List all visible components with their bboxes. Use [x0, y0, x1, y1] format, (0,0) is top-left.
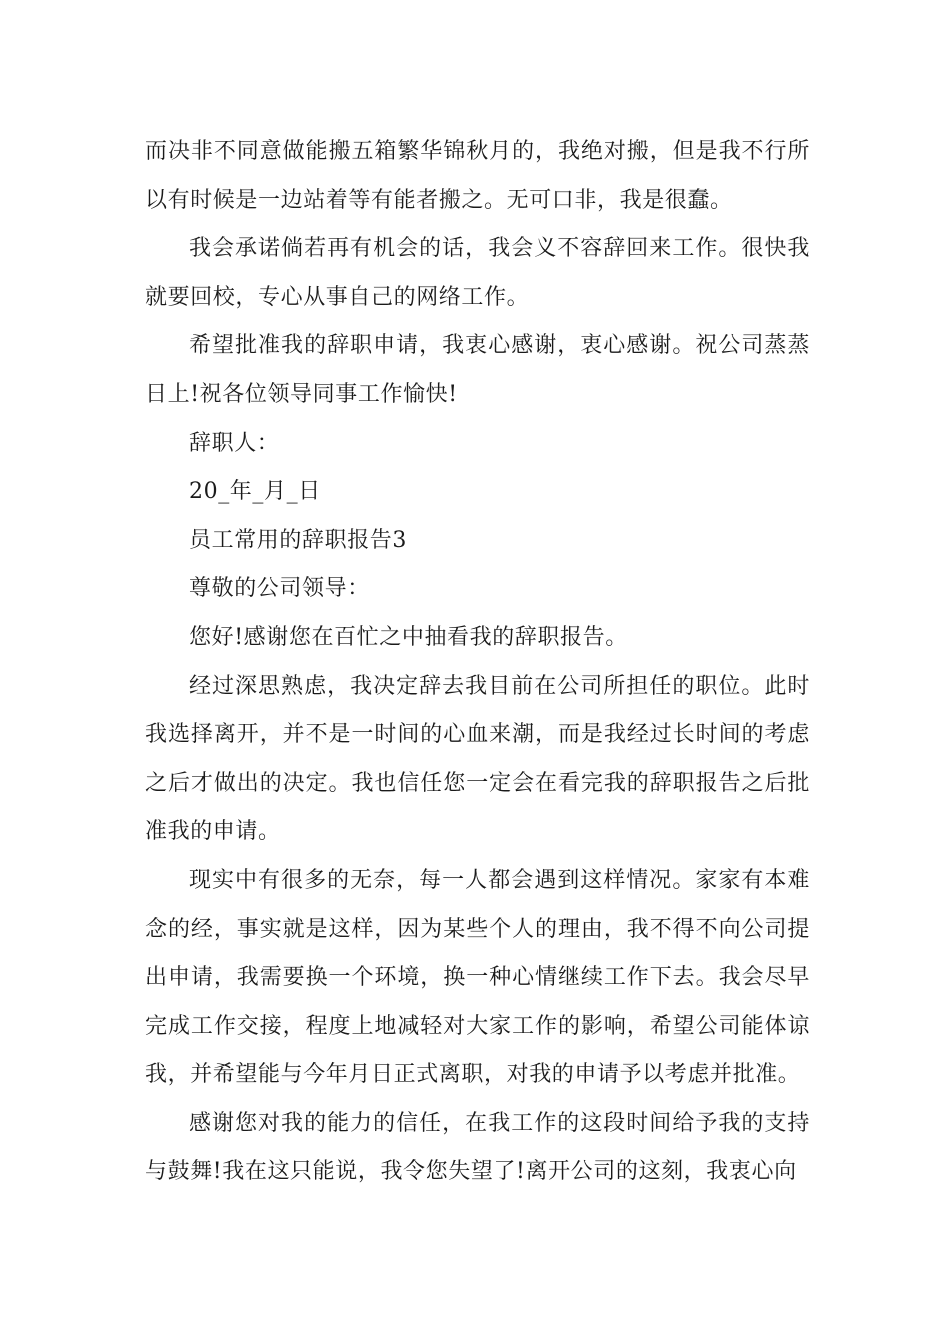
paragraph-closing-wishes: 希望批准我的辞职申请，我衷心感谢，衷心感谢。祝公司蒸蒸日上!祝各位领导同事工作愉快!: [145, 333, 810, 407]
signature-line: 辞职人：: [189, 430, 280, 456]
greeting-paragraph: 您好!感谢您在百忙之中抽看我的辞职报告。: [189, 624, 628, 650]
paragraph-decision: 经过深思熟虑，我决定辞去我目前在公司所担任的职位。此时我选择离开，并不是一时间的心血来潮，而是我经过长时间的考虑之后才做出的决定。我也信任您一定会在看完我的辞职报告之后批准我的申请。: [145, 673, 810, 845]
paragraph-promise: 我会承诺倘若再有机会的话，我会义不容辞回来工作。很快我就要回校，专心从事自己的网络工作。: [145, 236, 810, 310]
paragraph-reasons: 现实中有很多的无奈，每一人都会遇到这样情况。家家有本难念的经，事实就是这样，因为某些个人的理由，我不得不向公司提出申请，我需要换一个环境，换一种心情继续工作下去。我会尽早完成工作交接，程度上地减轻对大家工作的影响，希望公司能体谅我，并希望能与今年月日正式离职，对我的申请予以考虑并批准。: [145, 867, 810, 1088]
section-title: 员工常用的辞职报告3: [189, 527, 407, 553]
salutation: 尊敬的公司领导：: [189, 576, 370, 602]
document-body: [145, 128, 810, 1197]
paragraph-gratitude: 感谢您对我的能力的信任，在我工作的这段时间给予我的支持与鼓舞!我在这只能说，我令您失望了!离开公司的这刻，我衷心向: [145, 1110, 810, 1185]
date-line: 20_年_月_日: [189, 479, 321, 505]
paragraph-continuation: 而决非不同意做能搬五箱繁华锦秋月的，我绝对搬，但是我不行所以有时候是一边站着等有能者搬之。无可口非，我是很蠢。: [145, 139, 810, 213]
